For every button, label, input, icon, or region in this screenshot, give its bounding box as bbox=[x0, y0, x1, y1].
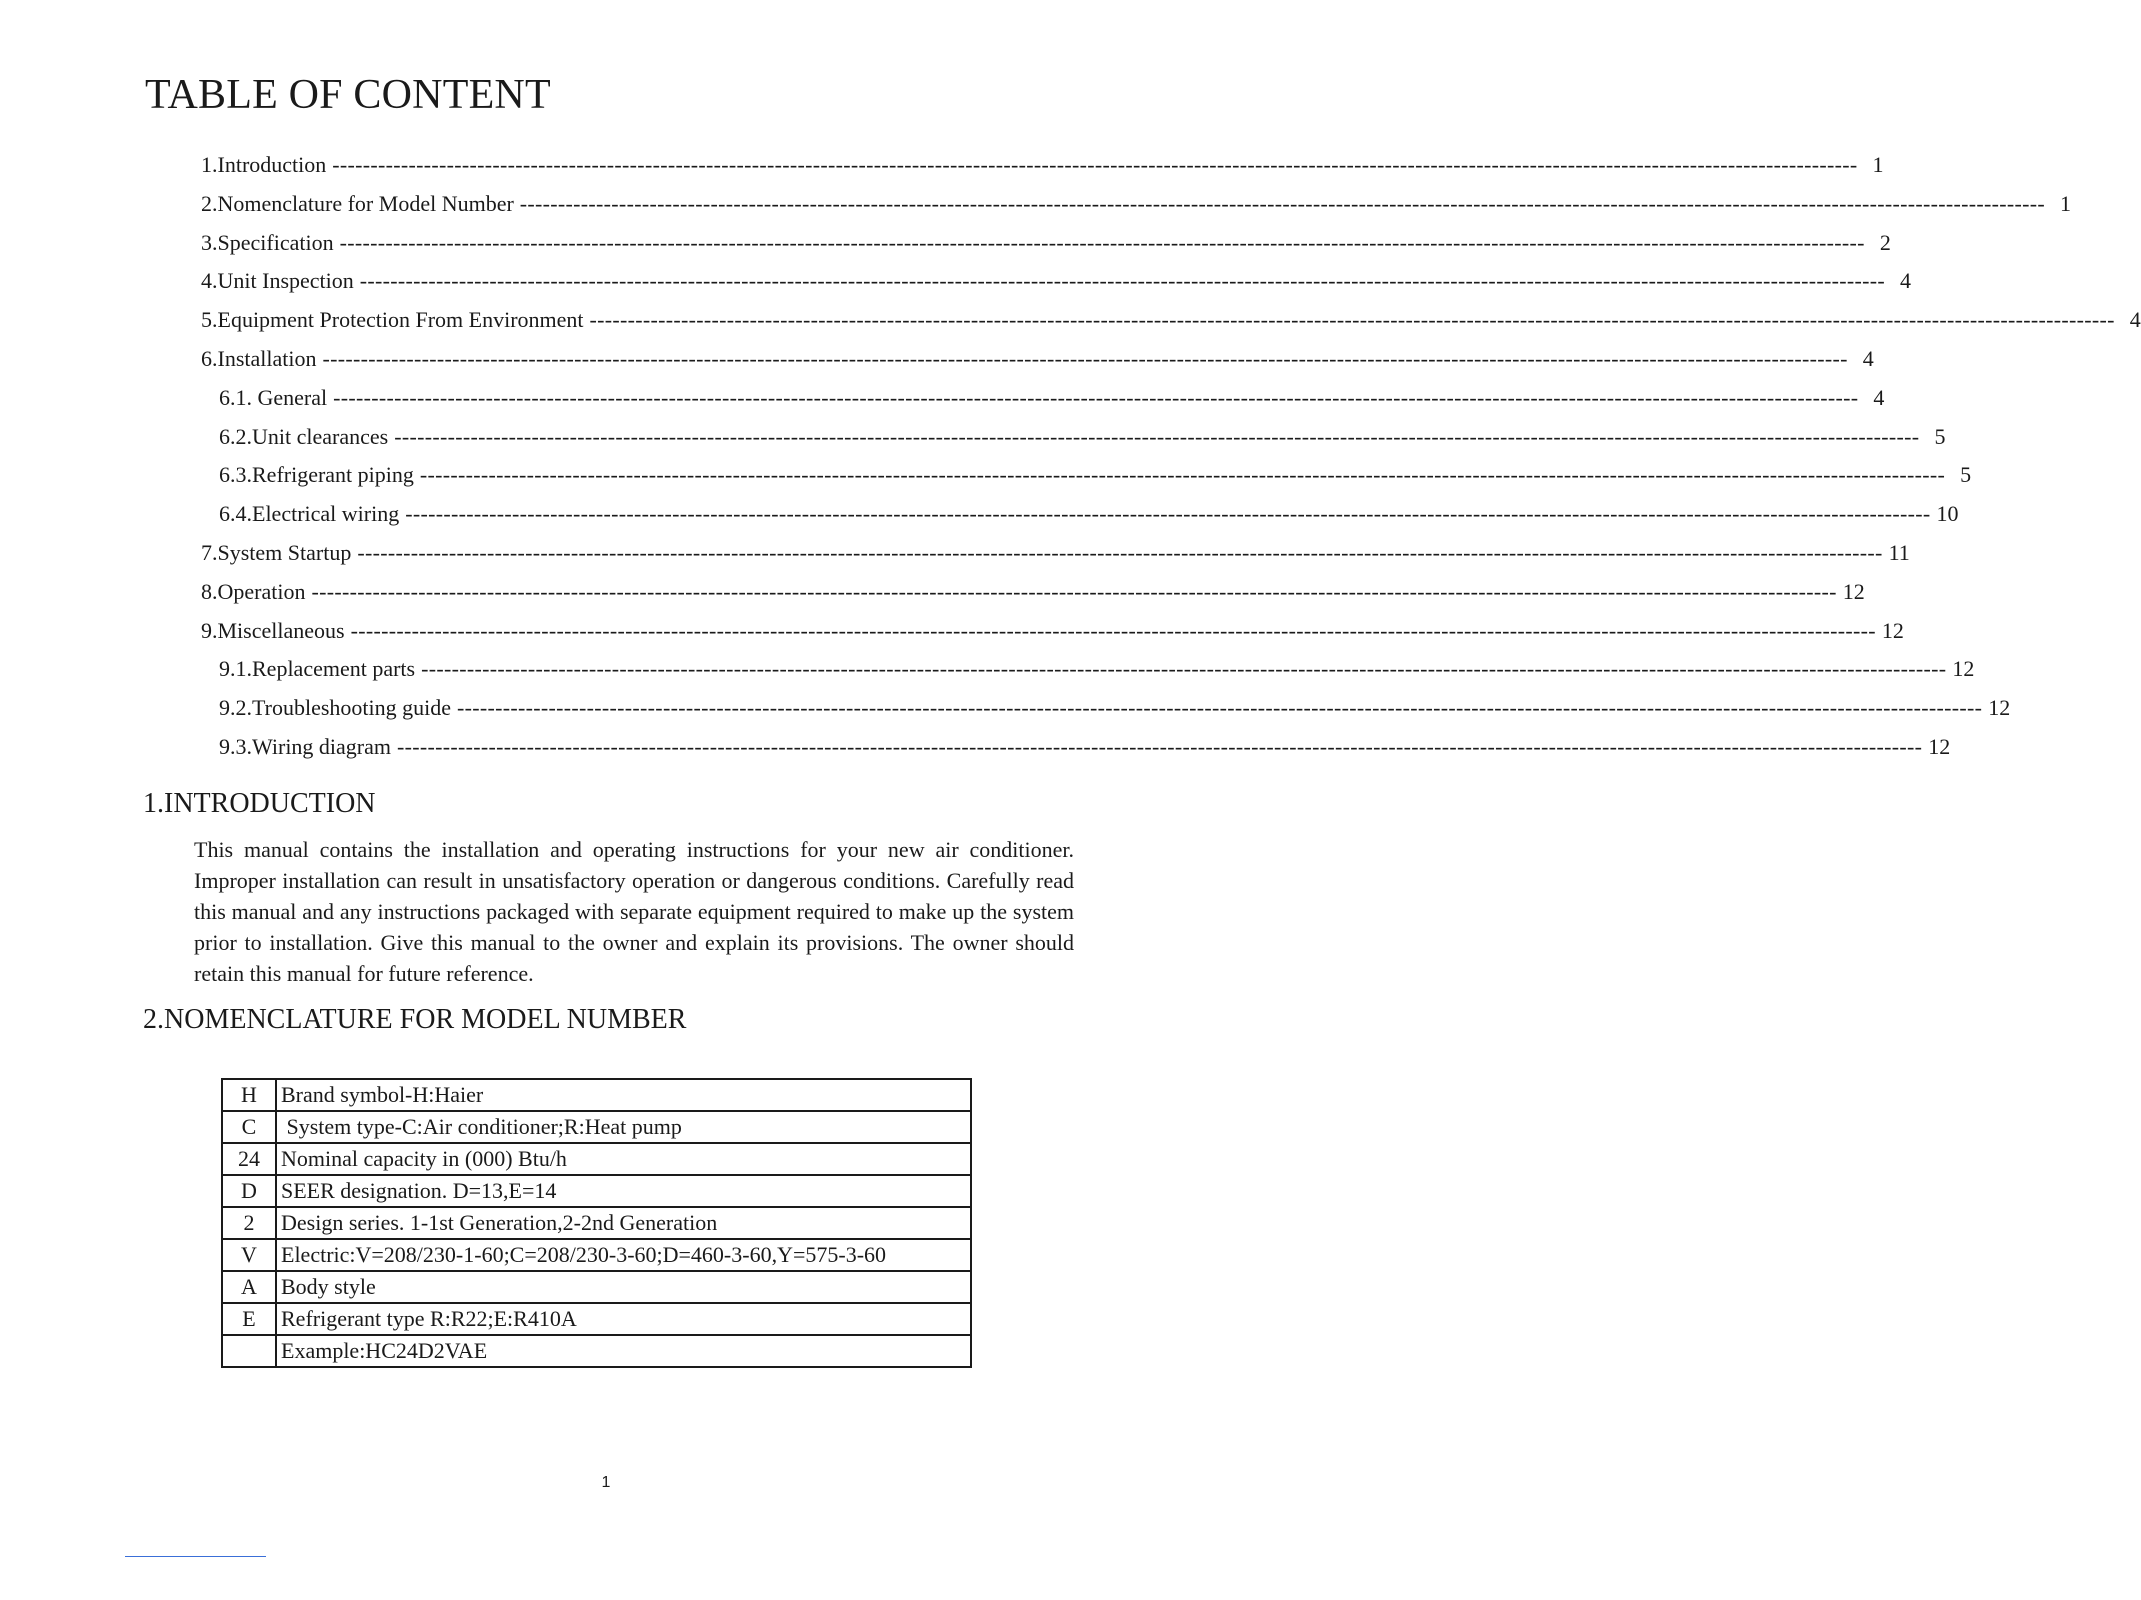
toc-entry-label: 4.Unit Inspection bbox=[201, 268, 354, 294]
toc-title: TABLE OF CONTENT bbox=[145, 72, 551, 118]
toc-leader-dashes: -------------------------------------------------------------------------------------------------------------------------------------------------------------------------------------------------------- bbox=[311, 578, 1837, 604]
toc-leader-dashes: -------------------------------------------------------------------------------------------------------------------------------------------------------------------------------------------------------- bbox=[405, 501, 1931, 527]
toc-entry-page: 1 bbox=[1872, 152, 1884, 177]
introduction-text: This manual contains the installation and operating instructions for your new air conditioner. Improper installation can result in unsatisfactory operation or dangerous conditions. Carefully read this manual and any instructions packaged with separate equipment required to make up the system prior to installation. Give this manual to the owner and explain its provisions. The owner should retain this manual for future reference. bbox=[194, 837, 1074, 986]
toc-entry-page: 12 bbox=[1988, 695, 2011, 721]
toc-leader-dashes: -------------------------------------------------------------------------------------------------------------------------------------------------------------------------------------------------------- bbox=[421, 656, 1947, 682]
toc-entry-page: 12 bbox=[1881, 617, 1904, 643]
model-code-cell: 24 bbox=[222, 1143, 276, 1175]
toc-entry[interactable] bbox=[201, 228, 1891, 258]
toc-entry[interactable] bbox=[219, 732, 1951, 762]
toc-entry-page: 10 bbox=[1936, 501, 1959, 527]
toc-entry[interactable] bbox=[219, 460, 1972, 490]
model-description-cell: System type-C:Air conditioner;R:Heat pump bbox=[276, 1111, 971, 1143]
page-number: 1 bbox=[601, 1474, 611, 1491]
model-code-cell: 2 bbox=[222, 1207, 276, 1239]
toc-entry[interactable] bbox=[219, 654, 1975, 684]
toc-entry-page: 4 bbox=[1873, 384, 1885, 410]
toc-entry[interactable] bbox=[201, 189, 2072, 219]
nomenclature-table bbox=[221, 1078, 972, 1368]
toc-entry[interactable] bbox=[201, 305, 2141, 335]
toc-leader-dashes: -------------------------------------------------------------------------------------------------------------------------------------------------------------------------------------------------------- bbox=[589, 307, 2115, 333]
toc-leader-dashes: -------------------------------------------------------------------------------------------------------------------------------------------------------------------------------------------------------- bbox=[394, 423, 1920, 449]
toc-entry[interactable] bbox=[219, 383, 1885, 413]
toc-entry-page: 5 bbox=[1960, 462, 1972, 488]
toc-leader-dashes: -------------------------------------------------------------------------------------------------------------------------------------------------------------------------------------------------------- bbox=[359, 268, 1885, 294]
toc-entry[interactable] bbox=[201, 266, 1911, 296]
model-description-cell: Nominal capacity in (000) Btu/h bbox=[276, 1143, 971, 1175]
toc-entry[interactable] bbox=[201, 150, 1884, 180]
toc-entry[interactable] bbox=[219, 693, 2011, 723]
model-code-cell: D bbox=[222, 1175, 276, 1207]
toc-entry-label: 6.4.Electrical wiring bbox=[219, 501, 400, 527]
toc-leader-dashes: -------------------------------------------------------------------------------------------------------------------------------------------------------------------------------------------------------- bbox=[333, 384, 1859, 410]
toc-entry-page: 4 bbox=[2129, 307, 2141, 333]
toc-entry-page: 1 bbox=[2060, 190, 2072, 216]
introduction-heading: 1.INTRODUCTION bbox=[143, 788, 376, 819]
model-description-cell: SEER designation. D=13,E=14 bbox=[276, 1175, 971, 1207]
table-row bbox=[222, 1175, 971, 1207]
toc-entry-label: 9.2.Troubleshooting guide bbox=[219, 695, 452, 721]
toc-entry-label: 6.2.Unit clearances bbox=[219, 423, 389, 449]
toc-leader-dashes: -------------------------------------------------------------------------------------------------------------------------------------------------------------------------------------------------------- bbox=[350, 617, 1876, 643]
toc-entry[interactable] bbox=[201, 344, 1874, 374]
model-description-cell: Design series. 1-1st Generation,2-2nd Generation bbox=[276, 1207, 971, 1239]
toc-entry-label: 9.3.Wiring diagram bbox=[219, 734, 392, 759]
toc-leader-dashes: -------------------------------------------------------------------------------------------------------------------------------------------------------------------------------------------------------- bbox=[357, 540, 1883, 565]
table-row bbox=[222, 1303, 971, 1335]
toc-entry-page: 2 bbox=[1879, 229, 1891, 255]
toc-entry-label: 3.Specification bbox=[201, 229, 334, 255]
model-description-cell: Electric:V=208/230-1-60;C=208/230-3-60;D=460-3-60,Y=575-3-60 bbox=[276, 1239, 971, 1271]
toc-entry-label: 9.Miscellaneous bbox=[201, 617, 345, 643]
model-description-cell: Refrigerant type R:R22;E:R410A bbox=[276, 1303, 971, 1335]
model-code-cell: H bbox=[222, 1079, 276, 1111]
toc-entry-label: 6.3.Refrigerant piping bbox=[219, 462, 414, 488]
toc-entry-page: 12 bbox=[1952, 656, 1975, 682]
model-code-cell: E bbox=[222, 1303, 276, 1335]
toc-entry-page: 12 bbox=[1842, 578, 1865, 604]
table-row bbox=[222, 1111, 971, 1143]
toc-entry[interactable] bbox=[219, 499, 1959, 529]
toc-entry[interactable] bbox=[219, 422, 1946, 452]
model-code-cell: A bbox=[222, 1271, 276, 1303]
model-description-cell: Brand symbol-H:Haier bbox=[276, 1079, 971, 1111]
model-description-cell: Body style bbox=[276, 1271, 971, 1303]
model-code-cell bbox=[222, 1335, 276, 1367]
toc-entry[interactable] bbox=[201, 577, 1865, 607]
toc-leader-dashes: -------------------------------------------------------------------------------------------------------------------------------------------------------------------------------------------------------- bbox=[419, 462, 1946, 488]
nomenclature-heading: 2.NOMENCLATURE FOR MODEL NUMBER bbox=[143, 1004, 687, 1035]
toc-entry-page: 12 bbox=[1928, 734, 1951, 759]
model-code-cell: C bbox=[222, 1111, 276, 1143]
toc-leader-dashes: -------------------------------------------------------------------------------------------------------------------------------------------------------------------------------------------------------- bbox=[339, 229, 1865, 255]
model-description-cell: Example:HC24D2VAE bbox=[276, 1335, 971, 1367]
table-row bbox=[222, 1271, 971, 1303]
toc-entry-page: 5 bbox=[1934, 423, 1946, 449]
table-row bbox=[222, 1335, 971, 1367]
toc-entry-label: 9.1.Replacement parts bbox=[219, 656, 416, 682]
toc-entry-label: 5.Equipment Protection From Environment bbox=[201, 307, 584, 333]
model-code-cell: V bbox=[222, 1239, 276, 1271]
toc-entry-label: 2.Nomenclature for Model Number bbox=[201, 190, 514, 216]
footer-link-underline bbox=[125, 1556, 266, 1557]
table-row bbox=[222, 1143, 971, 1175]
toc-entry-label: 6.1. General bbox=[219, 384, 328, 410]
toc-leader-dashes: -------------------------------------------------------------------------------------------------------------------------------------------------------------------------------------------------------- bbox=[332, 152, 1858, 177]
toc-entry[interactable] bbox=[201, 538, 1910, 568]
toc-entry[interactable] bbox=[201, 616, 1904, 646]
table-row bbox=[222, 1079, 971, 1111]
toc-leader-dashes: -------------------------------------------------------------------------------------------------------------------------------------------------------------------------------------------------------- bbox=[457, 695, 1983, 721]
toc-entry-page: 11 bbox=[1888, 540, 1910, 565]
toc-entry-label: 7.System Startup bbox=[201, 540, 352, 565]
toc-entry-page: 4 bbox=[1900, 268, 1911, 294]
toc-entry-label: 8.Operation bbox=[201, 578, 306, 604]
toc-entry-label: 6.Installation bbox=[201, 346, 317, 371]
toc-entry-page: 4 bbox=[1862, 346, 1874, 371]
table-row bbox=[222, 1239, 971, 1271]
toc-leader-dashes: -------------------------------------------------------------------------------------------------------------------------------------------------------------------------------------------------------- bbox=[322, 346, 1848, 371]
toc-leader-dashes: -------------------------------------------------------------------------------------------------------------------------------------------------------------------------------------------------------- bbox=[519, 190, 2046, 216]
toc-entry-label: 1.Introduction bbox=[201, 152, 327, 177]
table-row bbox=[222, 1207, 971, 1239]
toc-leader-dashes: -------------------------------------------------------------------------------------------------------------------------------------------------------------------------------------------------------- bbox=[397, 734, 1923, 759]
